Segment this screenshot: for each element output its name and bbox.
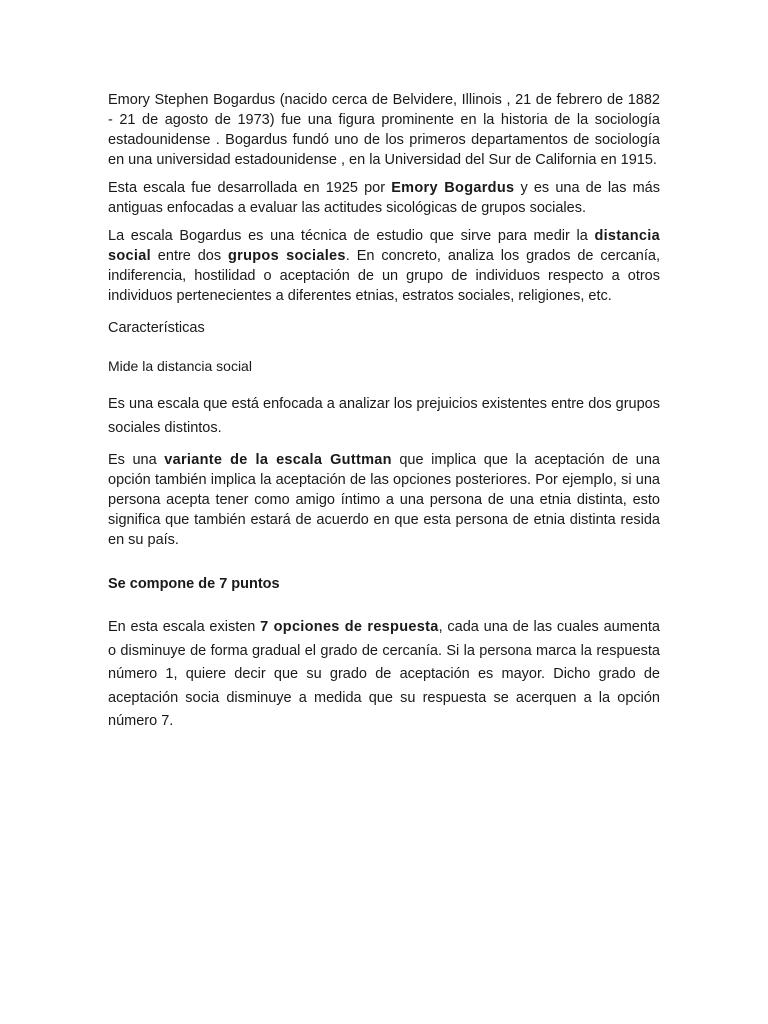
paragraph-prejuicios bbox=[108, 392, 660, 440]
guttman-bold: variante de la escala Guttman bbox=[164, 452, 392, 468]
opciones-bold: 7 opciones de respuesta bbox=[260, 619, 439, 635]
subheading-mide: Mide la distancia social bbox=[108, 358, 252, 374]
origin-text-c: y es una de las más antiguas enfocadas a evaluar las actitudes sicológicas de grupos sociales. bbox=[108, 180, 660, 216]
heading-compone: Se compone de 7 puntos bbox=[108, 576, 280, 592]
origin-text-a: Esta escala fue desarrollada en 1925 por bbox=[108, 180, 392, 196]
paragraph-scale-origin bbox=[108, 178, 660, 218]
paragraph-scale-definition bbox=[108, 226, 660, 306]
paragraph-opciones bbox=[108, 616, 660, 734]
paragraph-guttman bbox=[108, 450, 660, 550]
opciones-text-a: En esta escala existen bbox=[108, 619, 261, 635]
guttman-text-c: que implica que la aceptación de una opción también implica la aceptación de las opciones posteriores. Por ejemplo, si una persona acepta tener como amigo íntimo a una persona de una etnia distinta, esto significa que también estará de acuerdo en que esta persona de etnia distinta resida en su país. bbox=[108, 452, 660, 548]
definition-text-c: entre dos bbox=[150, 248, 229, 264]
definition-bold-grupos: grupos sociales bbox=[228, 248, 346, 264]
guttman-text-a: Es una bbox=[108, 452, 165, 468]
bio-text: Emory Stephen Bogardus (nacido cerca de Belvidere, Illinois , 21 de febrero de 1882 - 21 de agosto de 1973) fue una figura prominente en la historia de la sociología estadounidense . Bogardus fundó uno de los primeros departamentos de sociología en una universidad estadounidense , en la Universidad del Sur de California en 1915. bbox=[108, 92, 660, 168]
definition-bold-distancia: distancia social bbox=[108, 228, 660, 264]
definition-text-a: La escala Bogardus es una técnica de estudio que sirve para medir la bbox=[108, 228, 595, 244]
paragraph-bogardus-bio bbox=[108, 90, 660, 170]
opciones-text-c: , cada una de las cuales aumenta o disminuye de forma gradual el grado de cercanía. Si la persona marca la respuesta número 1, quiere decir que su grado de aceptación es mayor. Dicho grado de aceptación socia disminuye a medida que su respuesta se acerquen a la opción número 7. bbox=[108, 619, 661, 729]
prejuicios-text: Es una escala que está enfocada a analizar los prejuicios existentes entre dos grupos sociales distintos. bbox=[108, 396, 660, 436]
heading-caracteristicas: Características bbox=[108, 320, 205, 336]
origin-author-bold: Emory Bogardus bbox=[391, 180, 515, 196]
definition-text-e: . En concreto, analiza los grados de cercanía, indiferencia, hostilidad o aceptación de un grupo de individuos respecto a otros individuos pertenecientes a diferentes etnias, estratos sociales, religiones, etc. bbox=[108, 248, 660, 304]
